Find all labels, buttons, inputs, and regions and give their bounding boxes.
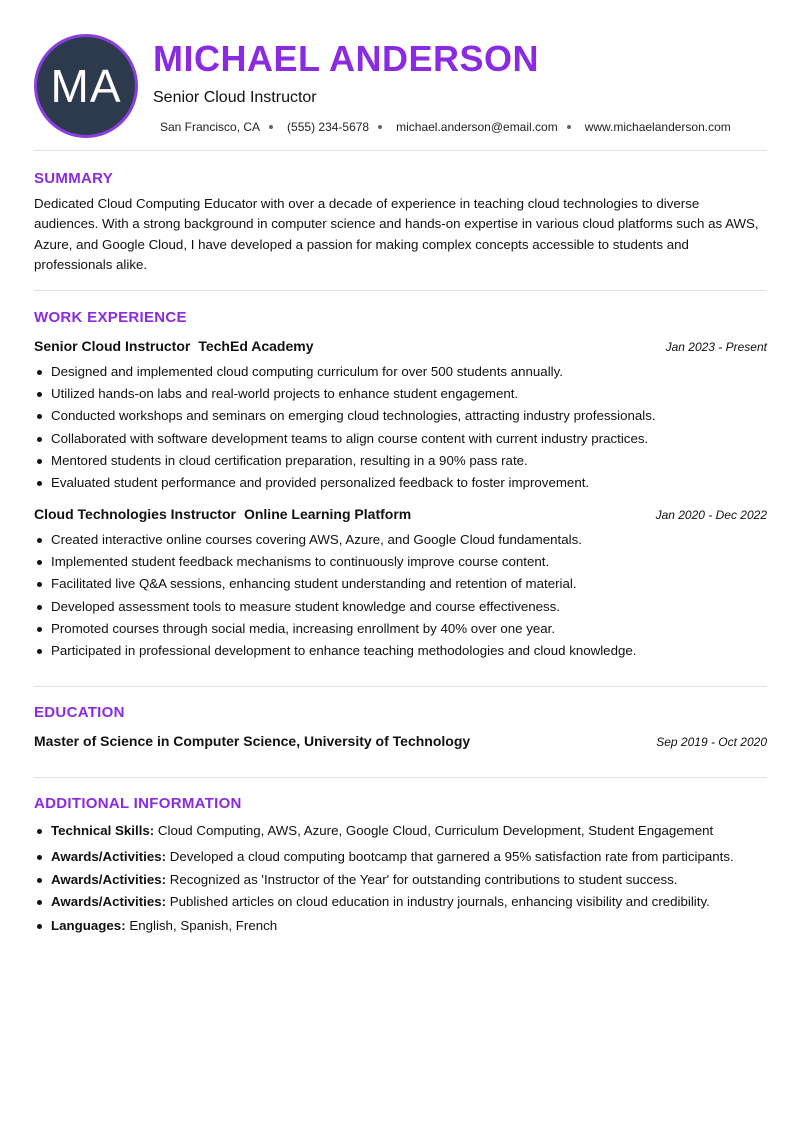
separator-dot <box>269 125 273 129</box>
list-item: Mentored students in cloud certification preparation, resulting in a 90% pass rate. <box>34 450 767 472</box>
list-item: Participated in professional development to enhance teaching methodologies and cloud knowledge. <box>34 640 767 662</box>
list-item <box>34 891 767 913</box>
education-dates: Sep 2019 - Oct 2020 <box>656 735 767 749</box>
item-text: Developed a cloud computing bootcamp that garnered a 95% satisfaction rate from participants. <box>169 848 734 864</box>
divider <box>34 686 767 687</box>
list-item <box>34 915 767 939</box>
divider <box>34 777 767 778</box>
work-experience-heading: WORK EXPERIENCE <box>34 309 187 326</box>
item-label: Awards/Activities: <box>51 848 167 864</box>
item-label: Technical Skills: <box>51 823 155 838</box>
list-item: Implemented student feedback mechanisms to continuously improve course content. <box>34 551 767 573</box>
summary-text: Dedicated Cloud Computing Educator with over a decade of experience in teaching cloud technologies to diverse audiences. With a strong background in computer science and hands-on expertise in various cloud platforms such as AWS, Azure, and Google Cloud, I have developed a passion for making complex concepts accessible to students and professionals alike. <box>34 196 759 272</box>
item-label: Awards/Activities: <box>51 894 167 909</box>
list-item <box>34 869 767 891</box>
contact-location: San Francisco, CA <box>160 120 261 134</box>
list-item: Created interactive online courses covering AWS, Azure, and Google Cloud fundamentals. <box>34 529 767 551</box>
job-header <box>34 338 767 358</box>
list-item: Evaluated student performance and provided personalized feedback to foster improvement. <box>34 472 767 494</box>
job-dates: Jan 2023 - Present <box>665 340 767 354</box>
contact-phone[interactable]: (555) 234-5678 <box>287 120 370 134</box>
candidate-title: Senior Cloud Instructor <box>153 89 317 106</box>
candidate-name: MICHAEL ANDERSON <box>153 38 540 79</box>
avatar <box>34 34 138 138</box>
divider <box>34 150 767 151</box>
item-label: Languages: <box>51 918 126 933</box>
item-text: English, Spanish, French <box>129 918 278 933</box>
list-item: Conducted workshops and seminars on emerging cloud technologies, attracting industry professionals. <box>34 405 767 427</box>
list-item <box>34 820 767 844</box>
divider <box>34 290 767 291</box>
job-title-line <box>34 338 314 354</box>
list-item: Utilized hands-on labs and real-world projects to enhance student engagement. <box>34 383 767 405</box>
education-heading: EDUCATION <box>34 704 125 721</box>
separator-dot <box>378 125 382 129</box>
item-text: Cloud Computing, AWS, Azure, Google Cloud, Curriculum Development, Student Engagement <box>157 823 714 838</box>
contact-website[interactable]: www.michaelanderson.com <box>584 120 731 134</box>
resume-header <box>34 0 767 150</box>
job-company: TechEd Academy <box>198 338 314 354</box>
job-role: Senior Cloud Instructor <box>34 338 191 354</box>
item-text: Published articles on cloud education in industry journals, enhancing visibility and credibility. <box>169 894 710 909</box>
additional-info-list <box>34 820 767 939</box>
list-item: Developed assessment tools to measure student knowledge and course effectiveness. <box>34 596 767 618</box>
additional-information-heading: ADDITIONAL INFORMATION <box>34 795 242 812</box>
job-role: Cloud Technologies Instructor <box>34 506 236 522</box>
resume-page <box>34 0 767 933</box>
list-item: Collaborated with software development teams to align course content with current industry practices. <box>34 428 767 450</box>
summary-heading: SUMMARY <box>34 170 114 187</box>
job-title-line <box>34 506 411 522</box>
job-header <box>34 506 767 526</box>
contact-bar <box>160 120 731 134</box>
education-degree: Master of Science in Computer Science, University of Technology <box>34 733 471 749</box>
list-item: Designed and implemented cloud computing curriculum for over 500 students annually. <box>34 361 767 383</box>
avatar-initials: MA <box>50 60 122 112</box>
item-text: Recognized as 'Instructor of the Year' for outstanding contributions to student success. <box>169 872 678 887</box>
job-bullet-list <box>34 529 767 662</box>
job-bullet-list <box>34 361 767 494</box>
contact-email[interactable]: michael.anderson@email.com <box>396 120 558 134</box>
list-item <box>34 846 767 870</box>
item-label: Awards/Activities: <box>51 872 167 887</box>
job-company: Online Learning Platform <box>243 506 412 522</box>
separator-dot <box>567 125 571 129</box>
list-item: Promoted courses through social media, increasing enrollment by 40% over one year. <box>34 618 767 640</box>
list-item: Facilitated live Q&A sessions, enhancing student understanding and retention of material. <box>34 573 767 595</box>
job-dates: Jan 2020 - Dec 2022 <box>655 508 767 522</box>
